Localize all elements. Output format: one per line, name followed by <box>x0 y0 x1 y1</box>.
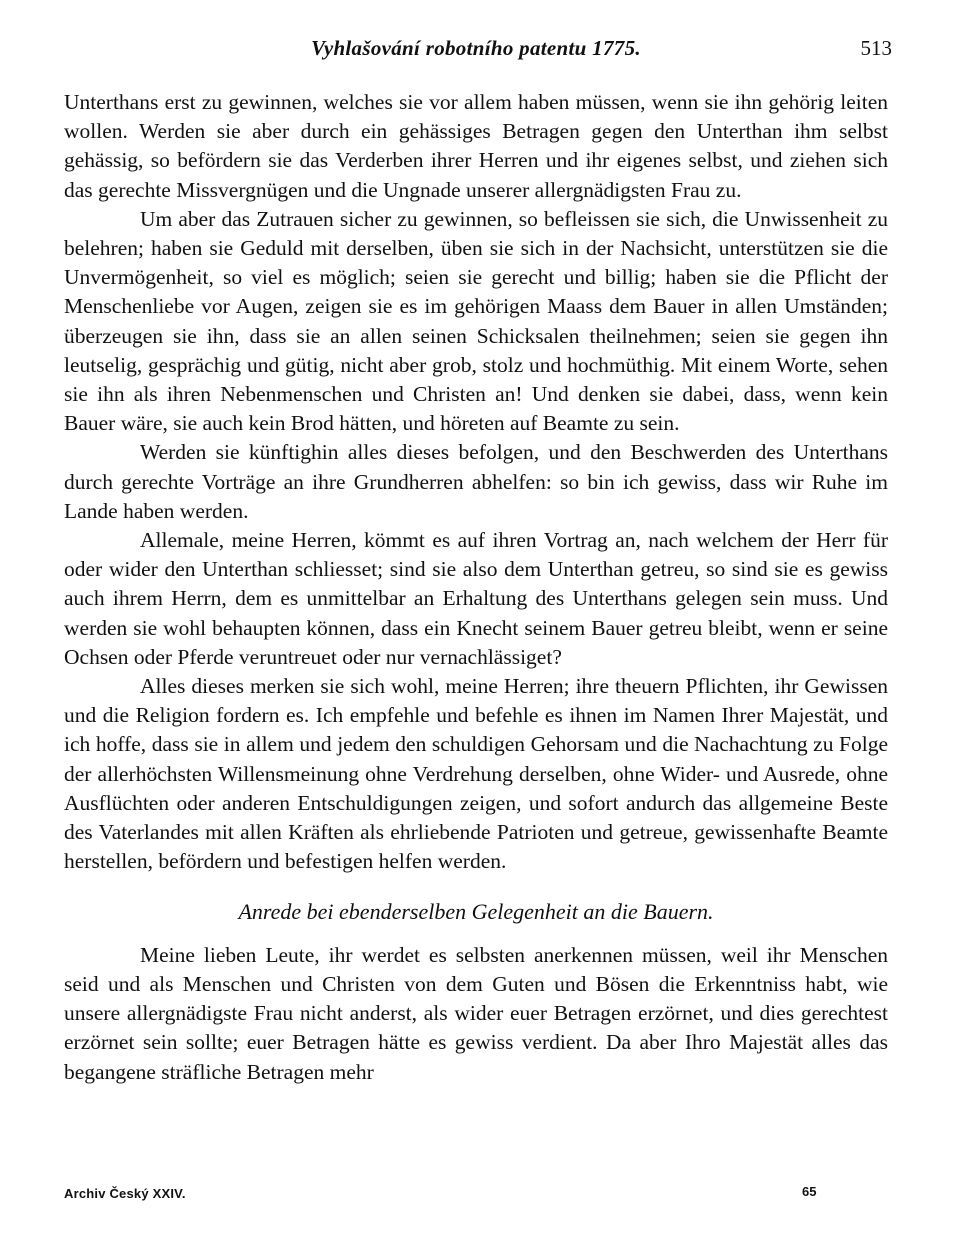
document-page <box>64 0 892 1235</box>
paragraph: Werden sie künftighin alles dieses befolgen, und den Beschwerden des Unterthans durch gerechte Vorträge an ihre Grundherren abhelfen: so bin ich gewiss, dass wir Ruhe im Lande haben werden. <box>64 440 888 523</box>
paragraph: Alles dieses merken sie sich wohl, meine Herren; ihre theuern Pflichten, ihr Gewissen und die Religion fordern es. Ich empfehle und befehle es ihnen im Namen Ihrer Majestät, und ich hoffe, dass sie in allem und jedem den schuldigen Gehorsam und die Nachachtung zu Folge der allerhöchsten Willensmeinung ohne Verdrehung derselben, ohne Wider- und Ausrede, ohne Ausflüchten oder anderen Entschuldigungen zeigen, und sofort andurch das allgemeine Beste des Vaterlandes mit allen Kräften als ehrliebende Patrioten und getreue, gewissenhafte Beamte herstellen, befördern und befestigen helfen werden. <box>64 674 888 874</box>
source-line: Archiv Český XXIV. <box>64 1186 186 1201</box>
running-header <box>64 36 892 70</box>
running-title: Vyhlašování robotního patentu 1775. <box>311 36 641 60</box>
paragraph: Meine lieben Leute, ihr werdet es selbsten anerkennen müssen, weil ihr Menschen seid und als Menschen und Christen von dem Guten und Bösen die Erkenntniss habt, wie unsere allergnädigste Frau nicht anderst, als wider euer Betragen erzörnet, und dies gerechtest erzörnet sein sollte; euer Betragen hätte es gewiss verdient. Da aber Ihro Majestät alles das begangene sträfliche Betragen mehr <box>64 942 888 1084</box>
section-heading: Anrede bei ebenderselben Gelegenheit an die Bauern. <box>238 899 714 925</box>
paragraph: Unterthans erst zu gewinnen, welches sie vor allem haben müssen, wenn sie ihn gehörig leiten wollen. Werden sie aber durch ein gehässiges Betragen gegen den Unterthan ihm selbst gehässig, so befördern sie das Verderben ihrer Herren und ihr eigenes selbst, und ziehen sich das gerechte Missvergnügen und die Ungnade unserer allergnädigsten Frau zu. <box>64 90 888 202</box>
body-text <box>64 88 888 1087</box>
paragraph: Um aber das Zutrauen sicher zu gewinnen, so befleissen sie sich, die Unwissenheit zu belehren; haben sie Geduld mit derselben, üben sie sich in der Nachsicht, unterstützen sie die Unvermögenheit, so viel es möglich; seien sie gerecht und billig; haben sie die Pflicht der Menschenliebe vor Augen, zeigen sie es im gehörigen Maass dem Bauer in allen Umständen; überzeugen sie ihn, dass sie an allen seinen Schicksalen theilnehmen; seien sie gegen ihn leutselig, gesprächig und gütig, nicht aber grob, stolz und hochmüthig. Mit einem Worte, sehen sie ihn als ihren Nebenmenschen und Christen an! Und denken sie dabei, dass, wenn kein Bauer wäre, sie auch kein Brod hätten, und höreten auf Beamte zu sein. <box>64 206 888 436</box>
signature-mark: 65 <box>802 1184 817 1199</box>
page-footer <box>64 1186 888 1206</box>
paragraph: Allemale, meine Herren, kömmt es auf ihren Vortrag an, nach welchem der Herr für oder wider den Unterthan schliesset; sind sie also dem Unterthan getreu, so sind sie es gewiss auch ihrem Herrn, dem es unmittelbar an Erhaltung des Unterthans gelegen sein muss. Und werden sie wohl behaupten können, dass ein Knecht seinem Bauer getreu bleibt, wenn er seine Ochsen oder Pferde veruntreuet oder nur vernachlässiget? <box>64 528 888 669</box>
page-number: 513 <box>860 36 892 60</box>
